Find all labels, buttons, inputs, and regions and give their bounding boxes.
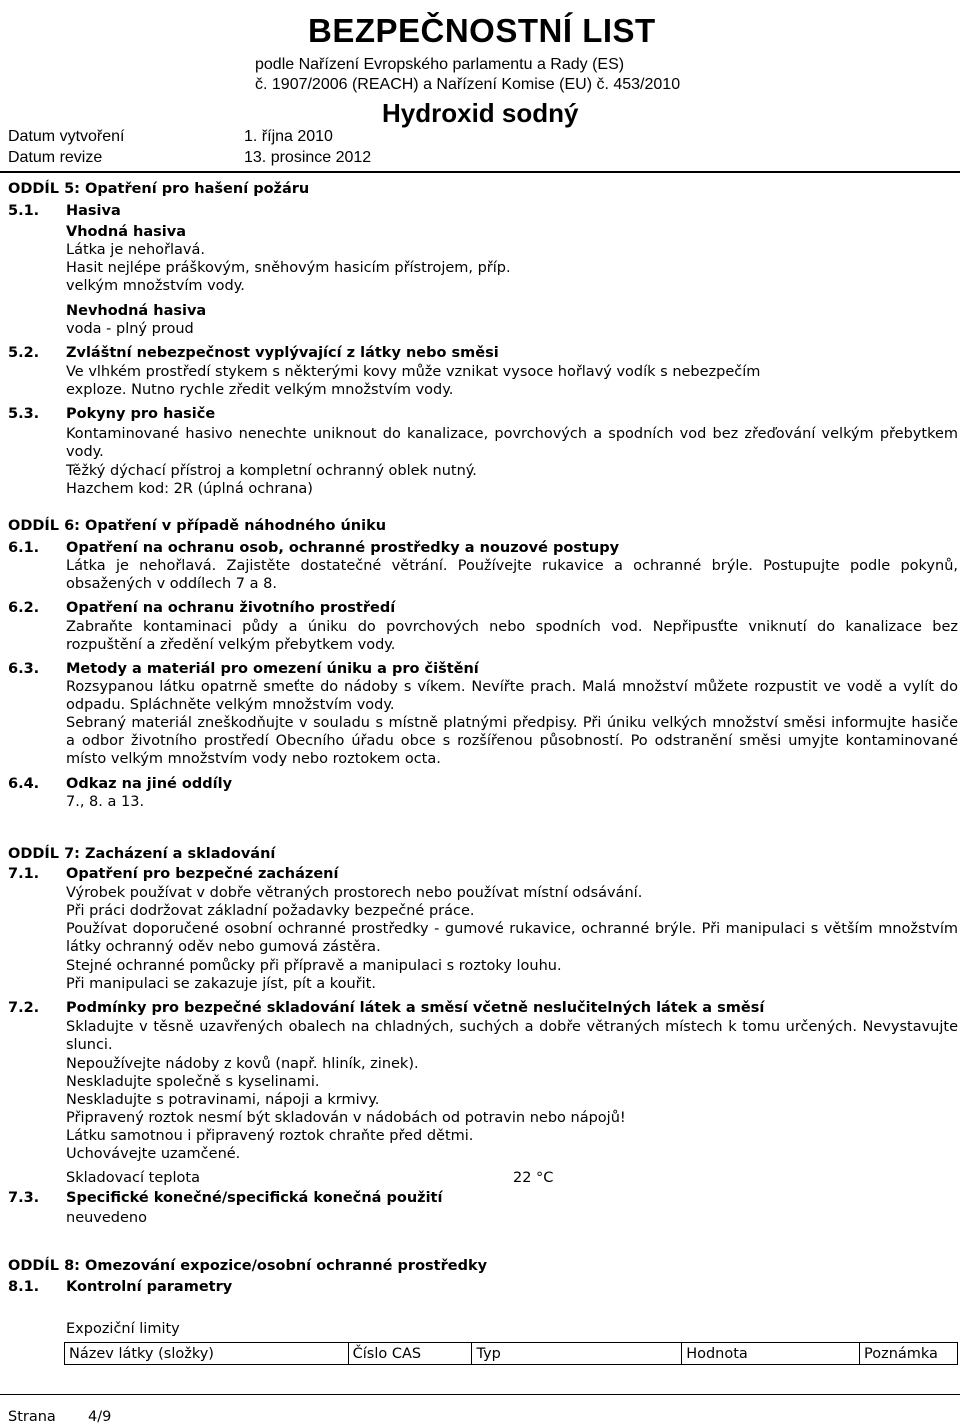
subsection-title: Hasiva: [66, 203, 121, 219]
document-title: BEZPEČNOSTNÍ LIST: [308, 12, 656, 49]
unsuitable-media-title: Nevhodná hasiva: [66, 303, 207, 319]
subsection-number: 6.1.: [8, 540, 40, 556]
section-7-heading: ODDÍL 7: Zacházení a skladování: [8, 846, 276, 862]
revised-label: Datum revize: [8, 149, 103, 166]
suitable-media-line: velkým množstvím vody.: [66, 278, 245, 294]
subsection-number: 6.4.: [8, 776, 40, 792]
suitable-media-line: Látka je nehořlavá.: [66, 242, 205, 258]
body-line: 7., 8. a 13.: [66, 794, 145, 810]
subsection-title: Zvláštní nebezpečnost vyplývající z látky nebo směsi: [66, 345, 499, 361]
substance-name: Hydroxid sodný: [382, 98, 579, 128]
body-line: neuvedeno: [66, 1210, 147, 1226]
body-paragraph: Rozsypanou látku opatrně smeťte do nádoby s víkem. Nevířte prach. Malá množství můžete rozpustit ve vodě a vylít do odpadu. Spláchněte velkým množstvím vody.: [66, 679, 958, 713]
column-header: Hodnota: [682, 1343, 860, 1365]
suitable-media-title: Vhodná hasiva: [66, 224, 186, 240]
subsection-title: Opatření na ochranu osob, ochranné prostředky a nouzové postupy: [66, 540, 620, 556]
section-8-heading: ODDÍL 8: Omezování expozice/osobní ochranné prostředky: [8, 1258, 488, 1274]
page-number: 4/9: [88, 1409, 112, 1425]
created-date: 1. října 2010: [244, 128, 333, 145]
subsection-number: 7.3.: [8, 1190, 40, 1206]
created-label: Datum vytvoření: [8, 128, 125, 145]
body-line: Připravený roztok nesmí být skladován v nádobách od potravin nebo nápojů!: [66, 1110, 626, 1126]
subsection-title: Pokyny pro hasiče: [66, 406, 216, 422]
body-line: Při manipulaci se zakazuje jíst, pít a kouřit.: [66, 976, 376, 992]
subsection-title: Opatření na ochranu životního prostředí: [66, 600, 396, 616]
header-divider: [0, 171, 960, 173]
subsection-title: Specifické konečné/specifická konečná použití: [66, 1190, 443, 1206]
body-line: Nepoužívejte nádoby z kovů (např. hliník, zinek).: [66, 1056, 419, 1072]
storage-temperature-value: 22 °C: [513, 1170, 554, 1186]
body-line: exploze. Nutno rychle zředit velkým množstvím vody.: [66, 382, 454, 398]
body-paragraph: Sebraný materiál zneškodňujte v souladu s místně platnými předpisy. Při úniku velkých množství směsi informujte hasiče a odbor životního prostředí Obecního úřadu obce s rozšířenou působností. Po odstranění směsi umyjte kontaminované místo velkým množstvím vody nebo roztokem octa.: [66, 715, 958, 767]
section-6-heading: ODDÍL 6: Opatření v případě náhodného úniku: [8, 518, 387, 534]
body-line: Neskladujte s potravinami, nápoji a krmivy.: [66, 1092, 380, 1108]
body-paragraph: Kontaminované hasivo nenechte uniknout do kanalizace, povrchových a spodních vod bez zřeďování velkým přebytkem vody.: [66, 426, 958, 460]
suitable-media-line: Hasit nejlépe práškovým, sněhovým hasicím přístrojem, příp.: [66, 260, 511, 276]
subsection-title: Metody a materiál pro omezení úniku a pro čištění: [66, 661, 479, 677]
subsection-number: 7.2.: [8, 1000, 40, 1016]
body-line: Ve vlhkém prostředí stykem s některými kovy může vznikat vysoce hořlavý vodík s nebezpečím: [66, 364, 761, 380]
column-header: Název látky (složky): [65, 1343, 349, 1365]
body-paragraph: Látka je nehořlavá. Zajistěte dostatečné větrání. Používejte rukavice a ochranné brýle. Postupujte podle pokynů, obsažených v oddílech 7 a 8.: [66, 558, 958, 592]
body-paragraph: Používat doporučené osobní ochranné prostředky - gumové rukavice, ochranné brýle. Při manipulaci s větším množstvím látky ochranný oděv nebo gumová zástěra.: [66, 921, 958, 955]
subsection-title: Opatření pro bezpečné zacházení: [66, 866, 339, 882]
footer-divider: [0, 1394, 960, 1395]
unsuitable-media-text: voda - plný proud: [66, 321, 194, 337]
body-line: Látku samotnou i připravený roztok chraňte před dětmi.: [66, 1128, 474, 1144]
storage-temperature-label: Skladovací teplota: [66, 1170, 200, 1186]
subsection-number: 5.3.: [8, 406, 40, 422]
column-header: Poznámka: [860, 1343, 958, 1365]
subsection-number: 6.2.: [8, 600, 40, 616]
body-line: Při práci dodržovat základní požadavky bezpečné práce.: [66, 903, 475, 919]
page-label: Strana: [8, 1409, 56, 1425]
subsection-title: Odkaz na jiné oddíly: [66, 776, 233, 792]
subsection-number: 5.1.: [8, 203, 40, 219]
subsection-number: 7.1.: [8, 866, 40, 882]
body-line: Těžký dýchací přístroj a kompletní ochranný oblek nutný.: [66, 463, 477, 479]
exposure-limits-table: [64, 1342, 958, 1365]
subsection-number: 8.1.: [8, 1279, 40, 1295]
subsection-number: 5.2.: [8, 345, 40, 361]
subsection-title: Podmínky pro bezpečné skladování látek a směsí včetně neslučitelných látek a směsí: [66, 1000, 765, 1016]
body-line: Výrobek používat v dobře větraných prostorech nebo používat místní odsávání.: [66, 885, 643, 901]
hazchem-code: Hazchem kod: 2R (úplná ochrana): [66, 481, 313, 497]
body-line: Uchovávejte uzamčené.: [66, 1146, 241, 1162]
subsection-number: 6.3.: [8, 661, 40, 677]
revised-date: 13. prosince 2012: [244, 149, 372, 166]
body-paragraph: Skladujte v těsně uzavřených obalech na chladných, suchých a dobře větraných místech k tomu určených. Nevystavujte slunci.: [66, 1019, 958, 1053]
body-line: Neskladujte společně s kyselinami.: [66, 1074, 320, 1090]
subsection-title: Kontrolní parametry: [66, 1279, 233, 1295]
section-5-heading: ODDÍL 5: Opatření pro hašení požáru: [8, 181, 310, 197]
column-header: Číslo CAS: [348, 1343, 472, 1365]
table-header-row: [65, 1343, 958, 1365]
body-line: Stejné ochranné pomůcky při přípravě a manipulaci s roztoky louhu.: [66, 958, 562, 974]
regulation-line-2: č. 1907/2006 (REACH) a Nařízení Komise (EU) č. 453/2010: [255, 76, 681, 93]
body-paragraph: Zabraňte kontaminaci půdy a úniku do povrchových nebo spodních vod. Nepřipusťte vniknutí do kanalizace bez rozpuštění a zředění velkým přebytkem vody.: [66, 619, 958, 653]
regulation-line-1: podle Nařízení Evropského parlamentu a Rady (ES): [255, 56, 625, 73]
exposure-limits-label: Expoziční limity: [66, 1321, 180, 1337]
column-header: Typ: [472, 1343, 682, 1365]
